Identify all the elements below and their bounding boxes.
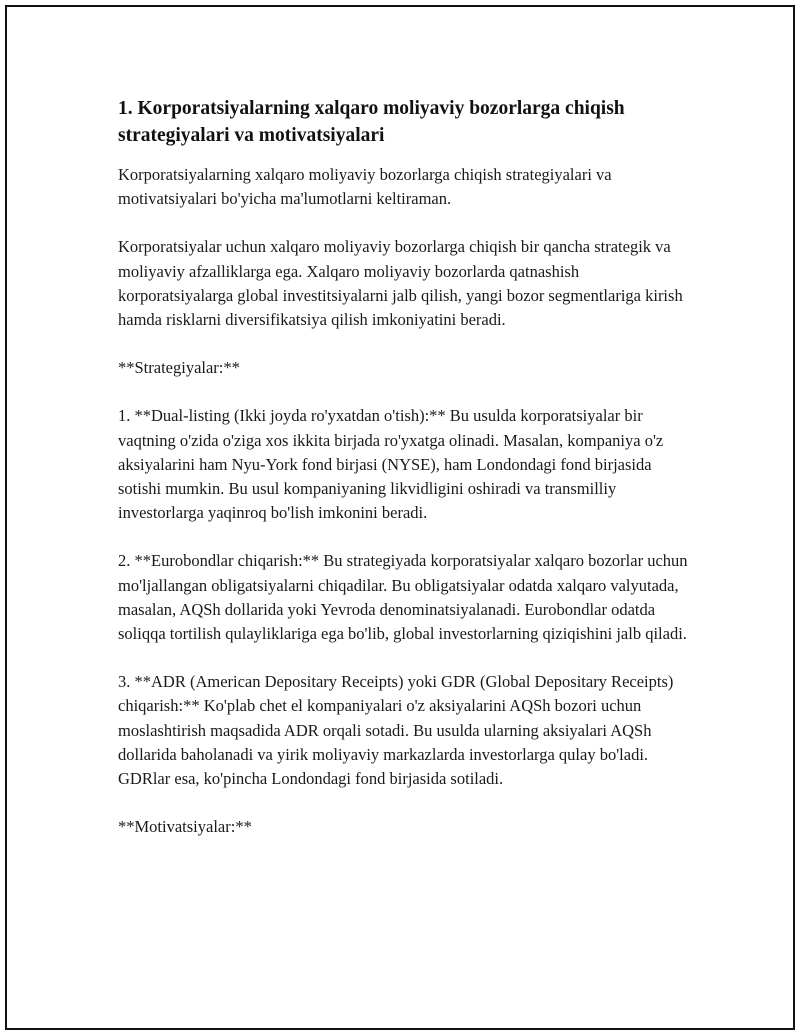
overview-paragraph: Korporatsiyalar uchun xalqaro moliyaviy bozorlarga chiqish bir qancha strategik va moliyaviy afzalliklarga ega. Xalqaro moliyaviy bozorlarda qatnashish korporatsiyalarga global investitsiyalarni jalb qilish, yangi bozor segmentlariga kirish hamda risklarni diversifikatsiya qilish imkoniyatini beradi.: [118, 237, 683, 330]
motivations-heading: **Motivatsiyalar:**: [118, 817, 252, 837]
document-body: [118, 95, 688, 863]
strategy-dual-listing: 1. **Dual-listing (Ikki joyda ro'yxatdan o'tish):** Bu usulda korporatsiyalar bir vaqtning o'zida o'ziga xos ikkita birjada ro'yxatga olinadi. Masalan, kompaniya o'z aksiyalarini ham Nyu-York fond birjasi (NYSE), ham Londondagi fond birjasida sotishi mumkin. Bu usul kompaniyaning likvidligini oshiradi va transmilliy investorlarga yaqinroq bo'lish imkonini beradi.: [118, 406, 664, 523]
intro-paragraph: Korporatsiyalarning xalqaro moliyaviy bozorlarga chiqish strategiyalari va motivatsiyalari bo'yicha ma'lumotlarni keltiraman.: [118, 165, 612, 209]
strategy-adr-gdr: 3. **ADR (American Depositary Receipts) yoki GDR (Global Depositary Receipts) chiqarish:** Ko'plab chet el kompaniyalari o'z aksiyalarini AQSh bozori uchun moslashtirish maqsadida ADR orqali sotadi. Bu usulda ularning aksiyalari AQSh dollarida baholanadi va yirik moliyaviy markazlarda investorlarga qulay bo'ladi. GDRlar esa, ko'pincha Londondagi fond birjasida sotiladi.: [118, 672, 674, 789]
strategies-heading: **Strategiyalar:**: [118, 358, 240, 378]
document-title: 1. Korporatsiyalarning xalqaro moliyaviy bozorlarga chiqish strategiyalari va motivatsiyalari: [118, 98, 625, 146]
strategy-eurobonds: 2. **Eurobondlar chiqarish:** Bu strategiyada korporatsiyalar xalqaro bozorlar uchun mo'ljallangan obligatsiyalarni chiqadilar. Bu obligatsiyalar odatda xalqaro valyutada, masalan, AQSh dollarida yoki Yevroda denominatsiyalanadi. Eurobondlar odatda soliqqa tortilish qulayliklariga ega bo'lib, global investorlarning qiziqishini jalb qiladi.: [118, 551, 688, 644]
